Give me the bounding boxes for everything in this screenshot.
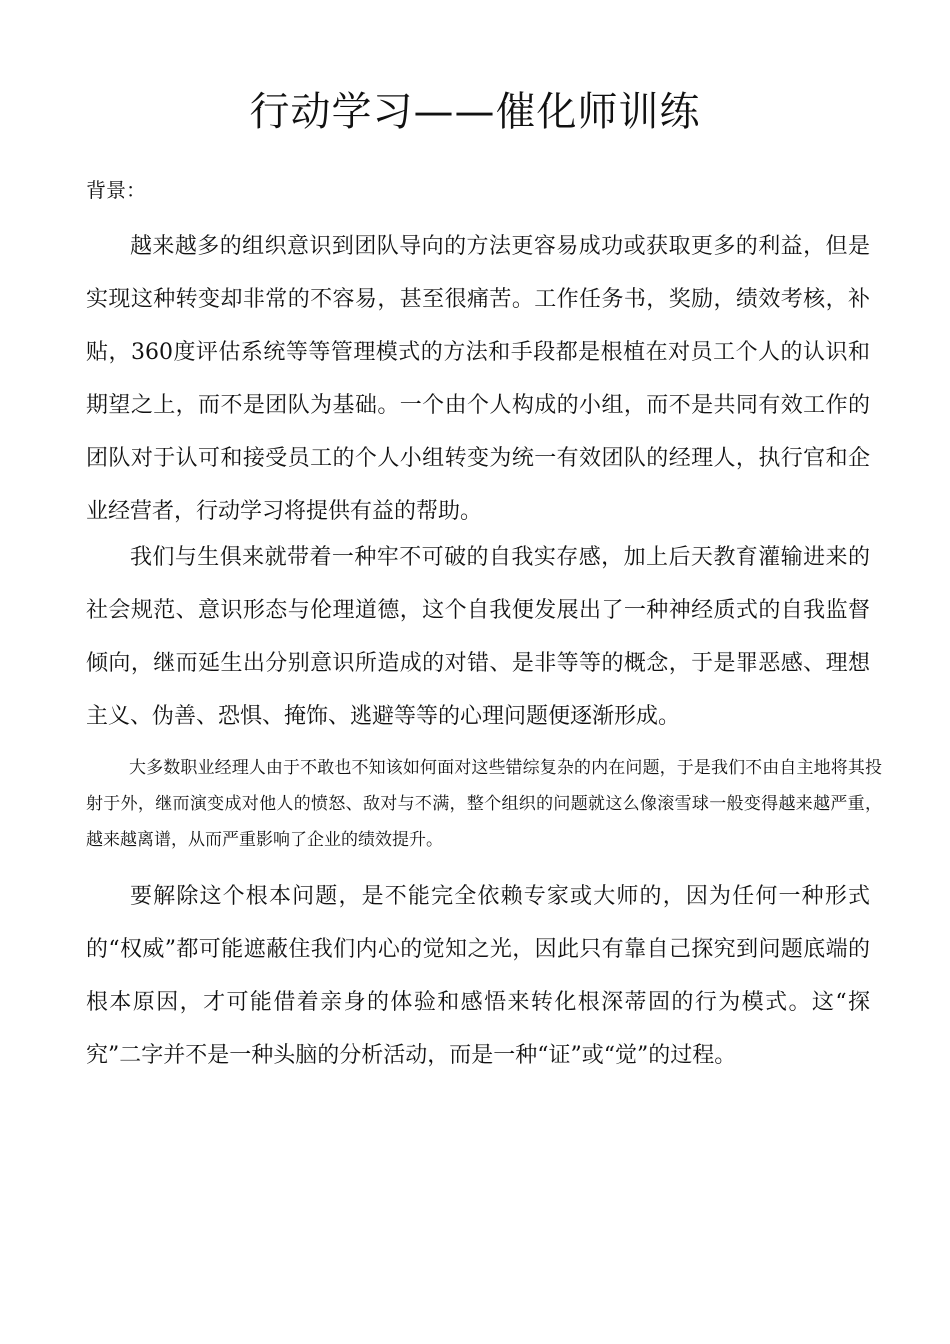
document-title: 行动学习——催化师训练 (249, 89, 701, 135)
section-label: 背景： (86, 178, 146, 202)
paragraph-3: 大多数职业经理人由于不敢也不知该如何面对这些错综复杂的内在问题，于是我们不由自主地将其投射于外，继而演变成对他人的愤怒、敌对与不满，整个组织的问题就这么像滚雪球一般变得越来越严重，越来越离谱，从而严重影响了企业的绩效提升。 (86, 758, 882, 850)
paragraph-4: 要解除这个根本问题，是不能完全依赖专家或大师的，因为任何一种形式的“权威”都可能遮蔽住我们内心的觉知之光，因此只有靠自己探究到问题底端的根本原因，才可能借着亲身的体验和感悟来转化根深蒂固的行为模式。这“探究”二字并不是一种头脑的分析活动，而是一种“证”或“觉”的过程。 (86, 884, 870, 1068)
paragraph-2: 我们与生俱来就带着一种牢不可破的自我实存感，加上后天教育灌输进来的社会规范、意识形态与伦理道德，这个自我便发展出了一种神经质式的自我监督倾向，继而延生出分别意识所造成的对错、是非等等的概念，于是罪恶感、理想主义、伪善、恐惧、掩饰、逃避等等的心理问题便逐渐形成。 (86, 545, 870, 729)
paragraph-1: 越来越多的组织意识到团队导向的方法更容易成功或获取更多的利益，但是实现这种转变却非常的不容易，甚至很痛苦。工作任务书，奖励，绩效考核，补贴，360度评估系统等等管理模式的方法和手段都是根植在对员工个人的认识和期望之上，而不是团队为基础。一个由个人构成的小组，而不是共同有效工作的团队对于认可和接受员工的个人小组转变为统一有效团队的经理人，执行官和企业经营者，行动学习将提供有益的帮助。 (86, 234, 870, 524)
